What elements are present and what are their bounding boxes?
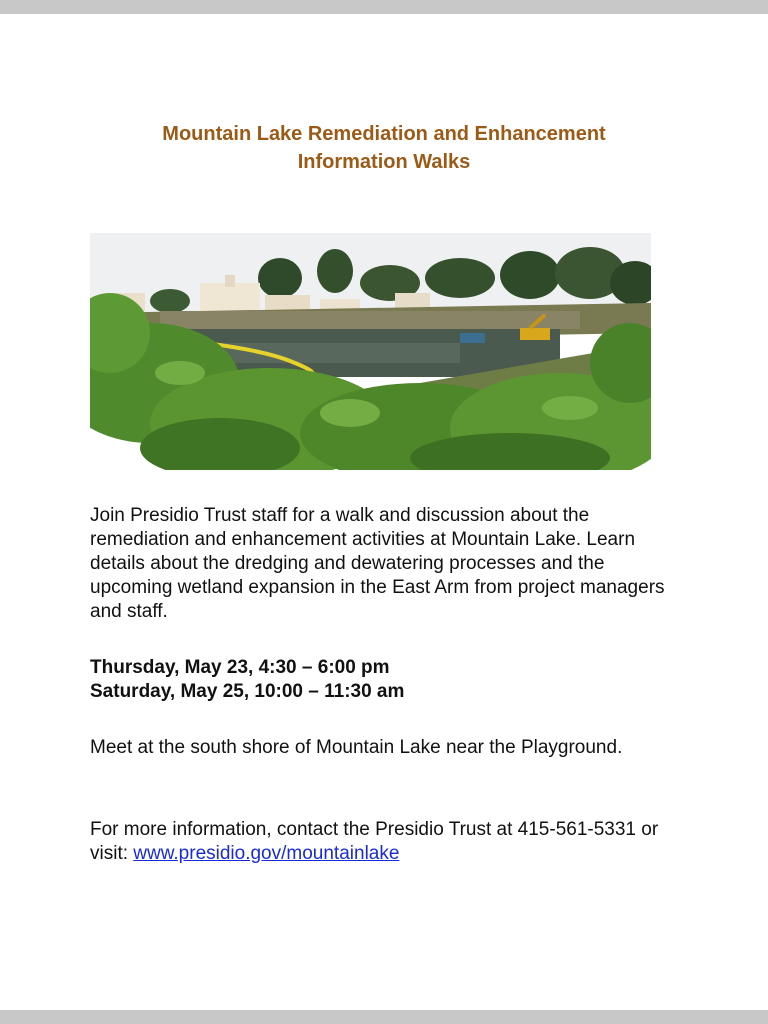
meeting-location: Meet at the south shore of Mountain Lake near the Playground. bbox=[90, 737, 623, 758]
contact-text: For more information, contact the Presidio Trust at 415-561-5331 or visit: bbox=[90, 819, 659, 864]
lake-scene-image bbox=[90, 233, 651, 470]
walk-date-2: Saturday, May 25, 10:00 – 11:30 am bbox=[90, 681, 405, 702]
flyer-page bbox=[0, 14, 768, 1010]
title-line-2: Information Walks bbox=[297, 151, 471, 173]
mountain-lake-photo bbox=[90, 233, 651, 470]
walk-dates bbox=[90, 656, 670, 704]
presidio-link[interactable]: www.presidio.gov/mountainlake bbox=[133, 843, 400, 864]
title-line-1: Mountain Lake Remediation and Enhancement bbox=[162, 123, 606, 145]
flyer-title bbox=[60, 120, 708, 176]
intro-paragraph: Join Presidio Trust staff for a walk and discussion about the remediation and enhancement activities at Mountain Lake. Learn details about the dredging and dewatering processes and the upcoming wetland expansion in the East Arm from project managers and staff. bbox=[90, 505, 665, 622]
walk-date-1: Thursday, May 23, 4:30 – 6:00 pm bbox=[90, 657, 390, 678]
contact-paragraph bbox=[90, 818, 670, 866]
